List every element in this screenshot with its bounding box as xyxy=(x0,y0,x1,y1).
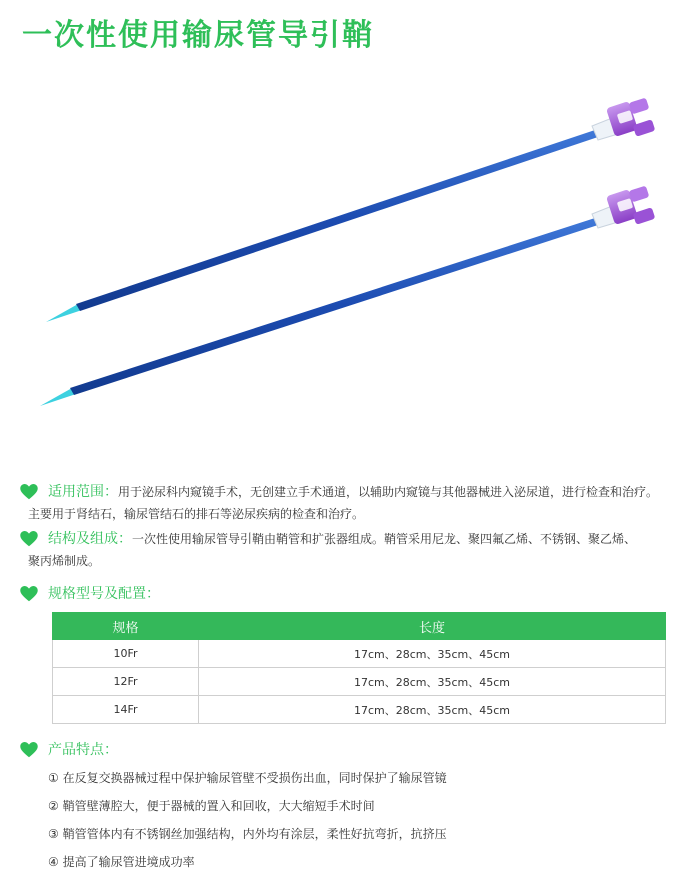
table-header-size: 规格 xyxy=(53,613,199,640)
table-row xyxy=(53,696,666,724)
section-features xyxy=(20,739,675,761)
section-scope xyxy=(20,481,675,525)
list-item: ④ 提高了输尿管进境成功率 xyxy=(48,855,195,869)
table-cell-size: 14Fr xyxy=(53,696,199,724)
table-cell-size: 12Fr xyxy=(53,668,199,696)
section-structure xyxy=(20,528,675,572)
table-cell-size: 10Fr xyxy=(53,640,199,668)
table-cell-length: 17cm、28cm、35cm、45cm xyxy=(199,668,666,696)
spec-heading xyxy=(20,583,675,605)
product-illustration xyxy=(0,60,690,440)
structure-text-2: 聚丙烯制成。 xyxy=(28,554,101,568)
section-spec xyxy=(20,583,675,605)
scope-text-1: 用于泌尿科内窥镜手术，无创建立手术通道，以辅助内窥镜与其他器械进入泌尿道，进行检查和治疗。 xyxy=(118,485,659,499)
table-header-row xyxy=(53,613,666,640)
heart-icon xyxy=(20,586,38,602)
spec-label: 规格型号及配置： xyxy=(48,586,160,602)
features-label: 产品特点： xyxy=(48,742,118,758)
list-item: ③ 鞘管管体内有不锈钢丝加强结构，内外均有涂层，柔性好抗弯折，抗挤压 xyxy=(48,827,447,841)
sheath-upper xyxy=(46,98,655,322)
structure-line-1 xyxy=(20,528,675,550)
scope-text-2: 主要用于肾结石，输尿管结石的排石等泌尿疾病的检查和治疗。 xyxy=(28,507,365,521)
sheath-upper-tip xyxy=(46,304,82,322)
table-header-length: 长度 xyxy=(199,613,666,640)
scope-line-1 xyxy=(20,481,675,503)
sheath-lower-tip xyxy=(40,388,76,406)
sheath-upper-hub xyxy=(606,98,655,137)
sheath-lower-tube xyxy=(70,218,598,395)
table-cell-length: 17cm、28cm、35cm、45cm xyxy=(199,640,666,668)
spec-table xyxy=(52,612,666,724)
sheath-upper-tube xyxy=(76,130,598,311)
sheath-lower-hub xyxy=(606,186,655,225)
structure-text-1: 一次性使用输尿管导引鞘由鞘管和扩张器组成。鞘管采用尼龙、聚四氟乙烯、不锈钢、聚乙烯、 xyxy=(132,532,637,546)
heart-icon xyxy=(20,742,38,758)
heart-icon xyxy=(20,484,38,500)
features-heading xyxy=(20,739,675,761)
feature-list xyxy=(48,764,447,876)
structure-label: 结构及组成： xyxy=(48,531,132,547)
heart-icon xyxy=(20,531,38,547)
list-item: ② 鞘管壁薄腔大，便于器械的置入和回收，大大缩短手术时间 xyxy=(48,799,375,813)
list-item: ① 在反复交换器械过程中保护输尿管壁不受损伤出血，同时保护了输尿管镜 xyxy=(48,771,447,785)
page-title: 一次性使用输尿管导引鞘 xyxy=(22,18,374,53)
scope-label: 适用范围： xyxy=(48,484,118,500)
table-cell-length: 17cm、28cm、35cm、45cm xyxy=(199,696,666,724)
table-row xyxy=(53,640,666,668)
table-row xyxy=(53,668,666,696)
